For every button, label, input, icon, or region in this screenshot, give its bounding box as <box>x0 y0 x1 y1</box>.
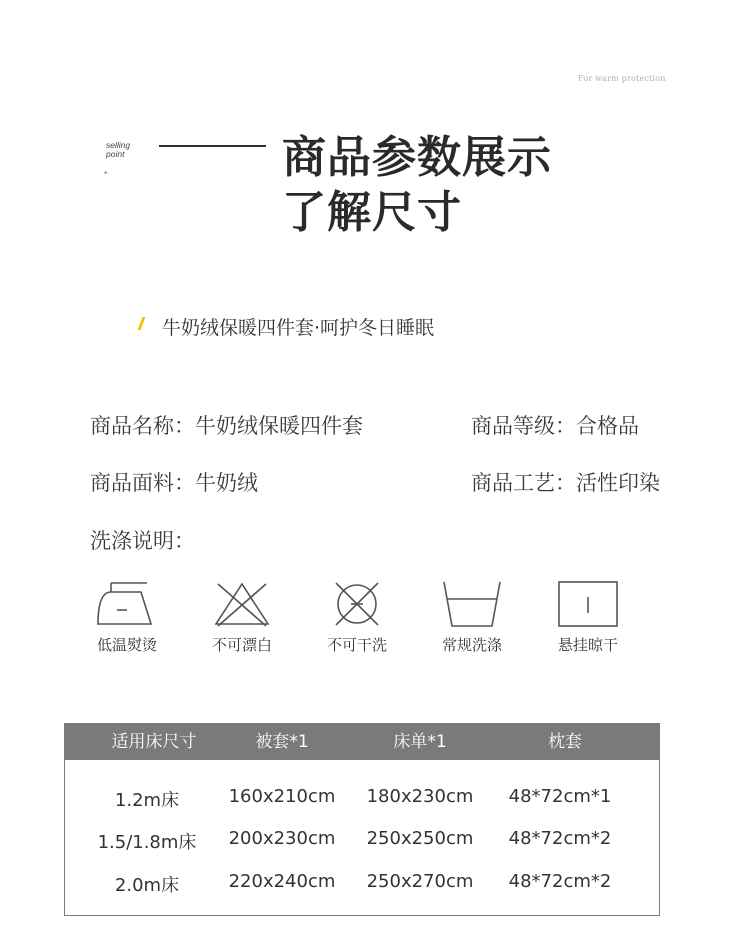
table-row-3-duvet: 220x240cm <box>228 871 336 892</box>
table-row-1-pillow: 48*72cm*1 <box>508 786 612 807</box>
wash-instructions-title: 洗涤说明： <box>90 529 195 553</box>
table-row-3-size: 2.0m床 <box>114 875 180 896</box>
slogan-accent-mark <box>138 317 146 330</box>
header-duvet-cover: 被套*1 <box>255 732 309 752</box>
point-text: point <box>106 149 125 159</box>
star-mark: * <box>104 170 108 178</box>
wash-item-dry-clean <box>312 580 402 655</box>
wash-label-normal: 常规洗涤 <box>441 636 502 654</box>
header-pillowcase: 枕套 <box>548 732 582 752</box>
wash-item-iron <box>82 580 172 655</box>
table-row-2-duvet: 200x230cm <box>228 828 336 849</box>
selling-point-label <box>106 141 130 159</box>
hang-dry-icon <box>556 580 620 628</box>
table-row-1-sheet: 180x230cm <box>366 786 474 807</box>
tagline: For warm protection <box>578 74 666 83</box>
table-row-1-size: 1.2m床 <box>114 790 180 811</box>
table-row-2-pillow: 48*72cm*2 <box>508 828 612 849</box>
wash-item-normal <box>427 580 517 655</box>
title-divider <box>159 145 266 147</box>
size-table-header <box>65 724 659 760</box>
product-craft: 商品工艺：活性印染 <box>471 471 660 495</box>
product-fabric: 商品面料：牛奶绒 <box>90 471 258 495</box>
selling-text: selling <box>106 140 131 150</box>
table-row-1-duvet: 160x210cm <box>228 786 336 807</box>
wash-label-hang-dry: 悬挂晾干 <box>557 636 618 654</box>
normal-wash-icon <box>440 580 504 628</box>
product-name: 商品名称：牛奶绒保暖四件套 <box>90 414 363 438</box>
wash-label-bleach: 不可漂白 <box>211 636 272 654</box>
wash-item-hang-dry <box>543 580 633 655</box>
header-bed-sheet: 床单*1 <box>393 732 447 752</box>
size-table <box>64 723 660 916</box>
no-bleach-icon <box>210 580 274 628</box>
slogan-text: 牛奶绒保暖四件套·呵护冬日睡眠 <box>162 317 435 339</box>
product-grade: 商品等级：合格品 <box>471 414 639 438</box>
table-row-2-sheet: 250x250cm <box>366 828 474 849</box>
table-row-3-pillow: 48*72cm*2 <box>508 871 612 892</box>
no-dry-clean-icon <box>325 580 389 628</box>
wash-label-iron: 低温熨烫 <box>96 636 157 654</box>
page-title <box>282 130 552 240</box>
header-bed-size: 适用床尺寸 <box>111 732 197 752</box>
title-line-2: 了解尺寸 <box>282 187 462 238</box>
table-row-2-size: 1.5/1.8m床 <box>97 832 197 853</box>
table-row-3-sheet: 250x270cm <box>366 871 474 892</box>
wash-item-bleach <box>197 580 287 655</box>
wash-label-dry-clean: 不可干洗 <box>326 636 387 654</box>
title-line-1: 商品参数展示 <box>282 132 552 183</box>
low-temp-iron-icon <box>95 580 159 628</box>
